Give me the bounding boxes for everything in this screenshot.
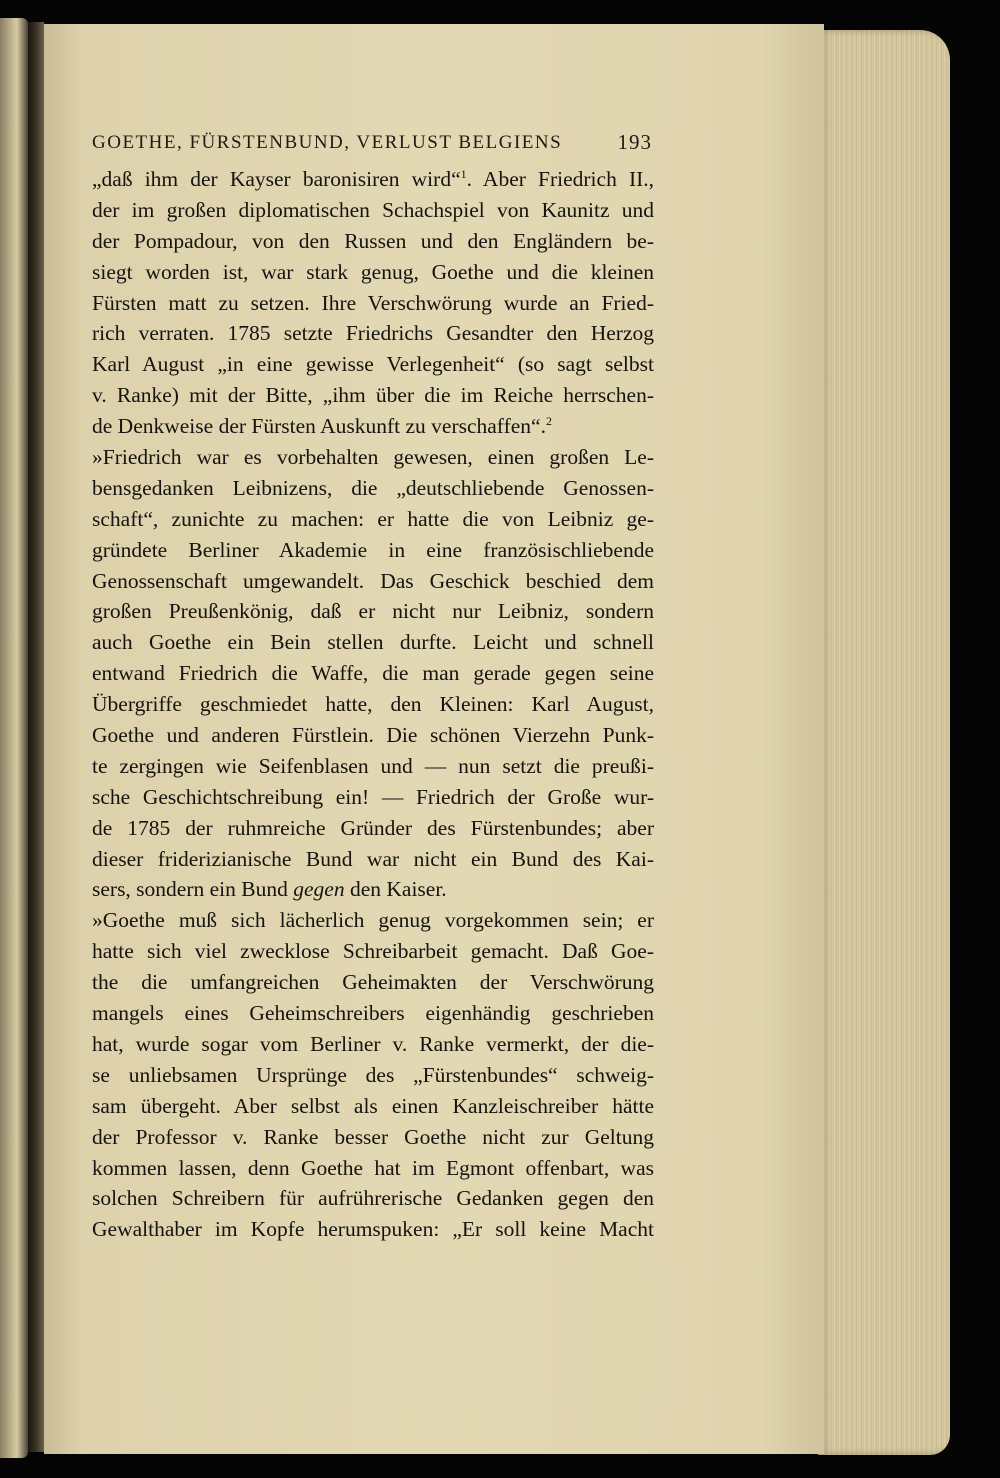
text-line (92, 164, 654, 195)
line-text: Karl August „in eine gewisse Verlegenheit“ (so sagt selbst (92, 352, 654, 377)
line-text-after: . Aber Friedrich II., (466, 167, 655, 191)
text-line (92, 998, 654, 1029)
text-line (92, 442, 654, 473)
text-line (92, 380, 654, 411)
text-line (92, 1091, 654, 1122)
line-text: the die umfangreichen Geheimakten der Verschwörung (92, 970, 654, 995)
left-page-edge (0, 18, 28, 1458)
emphasis: gegen (293, 877, 345, 902)
text-line (92, 288, 654, 319)
line-text: sche Geschichtschreibung ein! — Friedrich der Große wur- (92, 784, 654, 809)
line-text: schaft“, zunichte zu machen: er hatte die von Leibniz ge- (92, 506, 654, 531)
text-line (92, 751, 654, 782)
text-line (92, 905, 654, 936)
line-text: sers, sondern ein Bund (92, 877, 294, 902)
text-line (92, 226, 654, 257)
text-line (92, 936, 654, 967)
line-text: Fürsten matt zu setzen. Ihre Verschwörung wurde an Fried- (92, 290, 654, 315)
text-line (92, 1060, 654, 1091)
text-line (92, 874, 654, 905)
line-text: auch Goethe ein Bein stellen durfte. Leicht und schnell (92, 630, 654, 655)
line-text: großen Preußenkönig, daß er nicht nur Leibniz, sondern (92, 599, 654, 624)
text-line (92, 535, 654, 566)
page-header (92, 128, 652, 162)
line-text: Goethe und anderen Fürstlein. Die schönen Vierzehn Punk- (92, 723, 654, 748)
text-line (92, 596, 654, 627)
text-line (92, 627, 654, 658)
line-text: der Professor v. Ranke besser Goethe nicht zur Geltung (92, 1124, 654, 1149)
footnote-ref: 2 (545, 413, 552, 428)
line-text: »Friedrich war es vorbehalten gewesen, einen großen Le- (92, 445, 654, 470)
running-title: GOETHE, FÜRSTENBUND, VERLUST BELGIENS (92, 132, 563, 153)
text-line (92, 195, 654, 226)
text-line (92, 1214, 654, 1245)
line-text: dieser friderizianische Bund war nicht ein Bund des Kai- (92, 846, 654, 871)
line-text: gründete Berliner Akademie in eine französischliebende (92, 537, 654, 562)
text-line (92, 967, 654, 998)
line-text: Gewalthaber im Kopfe herumspuken: „Er soll keine Macht (92, 1217, 654, 1242)
text-line (92, 1153, 654, 1184)
text-line (92, 1122, 654, 1153)
line-text: mangels eines Geheimschreibers eigenhändig geschrieben (92, 1001, 654, 1026)
text-line (92, 318, 654, 349)
line-text: v. Ranke) mit der Bitte, „ihm über die im Reiche herrschen- (92, 383, 654, 408)
line-text: se unliebsamen Ursprünge des „Fürstenbundes“ schweig- (92, 1062, 654, 1087)
text-line (92, 1029, 654, 1060)
line-text: bensgedanken Leibnizens, die „deutschliebende Genossen- (92, 475, 654, 500)
page-stack-edge (818, 30, 950, 1455)
book-gutter (28, 22, 44, 1452)
line-text: Genossenschaft umgewandelt. Das Geschick beschied dem (92, 568, 654, 593)
footnote-ref: 1 (460, 166, 467, 181)
text-line (92, 844, 654, 875)
line-text: der im großen diplomatischen Schachspiel von Kaunitz und (92, 197, 654, 222)
line-text: kommen lassen, denn Goethe hat im Egmont offenbart, was (92, 1155, 654, 1180)
line-text: hat, wurde sogar vom Berliner v. Ranke vermerkt, der die- (92, 1031, 654, 1056)
text-line (92, 782, 654, 813)
page-number: 193 (617, 130, 652, 154)
line-text: te zergingen wie Seifenblasen und — nun setzt die preußi- (92, 753, 654, 778)
line-text: de Denkweise der Fürsten Auskunft zu verschaffen“. (92, 414, 546, 439)
line-text: solchen Schreibern für aufrührerische Gedanken gegen den (92, 1186, 654, 1211)
text-line (92, 411, 654, 442)
text-line (92, 566, 654, 597)
text-line (92, 689, 654, 720)
line-text: „daß ihm der Kayser baronisiren wird“ (92, 167, 461, 191)
line-text: Übergriffe geschmiedet hatte, den Kleinen: Karl August, (92, 692, 654, 717)
text-line (92, 257, 654, 288)
text-line (92, 504, 654, 535)
line-text: der Pompadour, von den Russen und den Engländern be- (92, 228, 654, 253)
line-text: sam übergeht. Aber selbst als einen Kanzleischreiber hätte (92, 1093, 654, 1118)
text-line (92, 658, 654, 689)
line-text: siegt worden ist, war stark genug, Goethe und die kleinen (92, 259, 654, 284)
text-line (92, 813, 654, 844)
line-text: hatte sich viel zwecklose Schreibarbeit gemacht. Daß Goe- (92, 939, 654, 964)
body-text (92, 164, 654, 1245)
text-line (92, 1183, 654, 1214)
text-line (92, 473, 654, 504)
line-text-after: den Kaiser. (344, 877, 447, 902)
line-text: »Goethe muß sich lächerlich genug vorgekommen sein; er (92, 908, 654, 933)
text-line (92, 720, 654, 751)
line-text: rich verraten. 1785 setzte Friedrichs Gesandter den Herzog (92, 321, 654, 346)
text-line (92, 349, 654, 380)
line-text: entwand Friedrich die Waffe, die man gerade gegen seine (92, 661, 654, 686)
line-text: de 1785 der ruhmreiche Gründer des Fürstenbundes; aber (92, 815, 654, 840)
